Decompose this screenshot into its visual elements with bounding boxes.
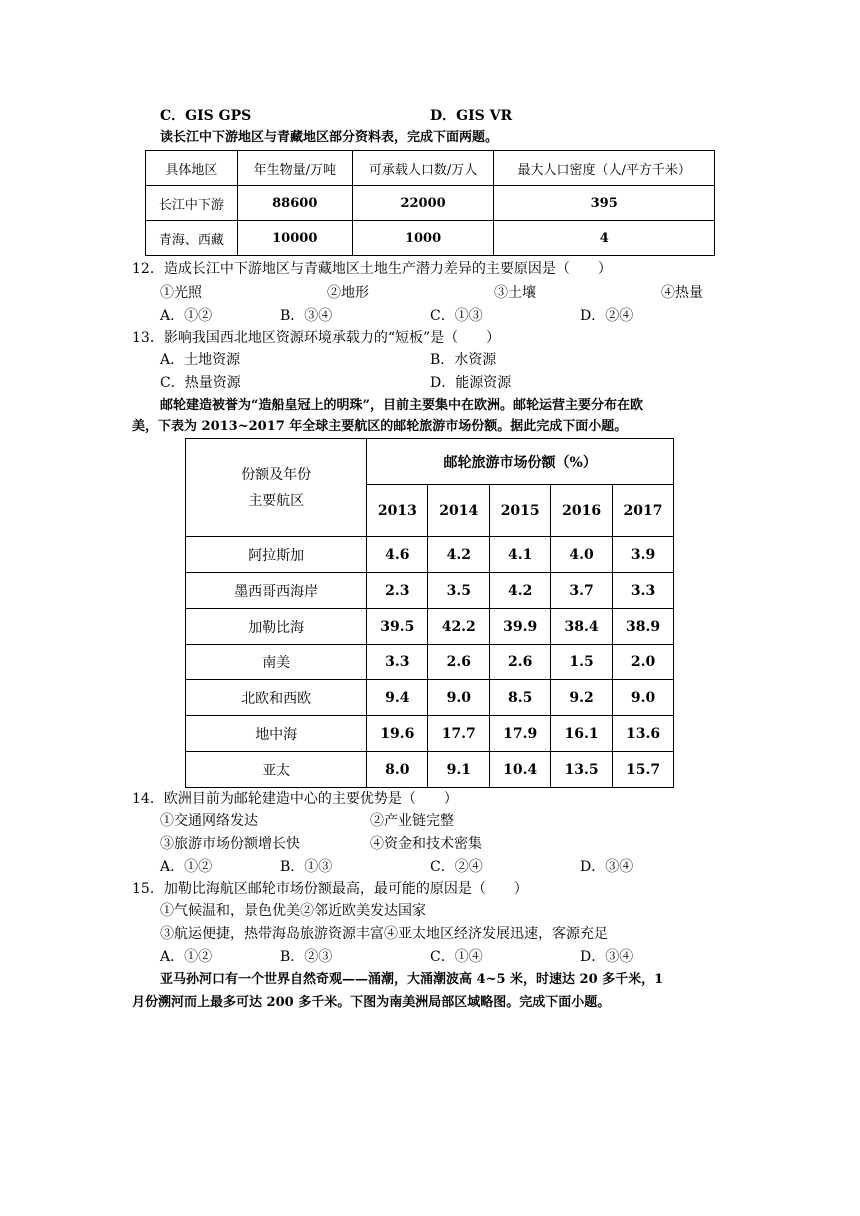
table-cell: 4.2: [428, 537, 490, 573]
table-cell: 9.1: [428, 752, 490, 788]
q13-choice-a: A．土地资源: [160, 352, 241, 368]
table-cell: 1000: [352, 221, 494, 256]
table-cell: 3.3: [613, 573, 674, 609]
q13-choice-c: C．热量资源: [160, 375, 241, 391]
q12-item: ④热量: [661, 285, 703, 301]
table-header-cell: 最大人口密度（人/平方千米）: [494, 151, 715, 186]
table-cell: 8.5: [490, 680, 551, 716]
table-cell: 15.7: [613, 752, 674, 788]
table-header-cell: 年生物量/万吨: [237, 151, 352, 186]
q14-choice-c: C．②④: [430, 859, 483, 875]
year-header: 2016: [551, 485, 613, 537]
table-cell: 4.0: [551, 537, 613, 573]
table-row: [186, 680, 674, 716]
q14-choice-b: B．①③: [280, 859, 333, 875]
year-header: 2015: [490, 485, 551, 537]
year-header: 2013: [367, 485, 428, 537]
table-cell: 长江中下游: [146, 186, 238, 221]
q12-choice-a: A．①②: [160, 308, 213, 324]
table-row: [186, 573, 674, 609]
q14-choice-d: D．③④: [580, 859, 634, 875]
table-row: [186, 752, 674, 788]
group-header: 邮轮旅游市场份额（%）: [367, 439, 674, 485]
q14-item: ④资金和技术密集: [370, 836, 482, 852]
table-cell: 2.3: [367, 573, 428, 609]
table-cell: 3.5: [428, 573, 490, 609]
table-cell: 19.6: [367, 716, 428, 752]
region-cell: 南美: [186, 645, 367, 680]
q15-choice-c: C．①④: [430, 949, 483, 965]
q14-choice-a: A．①②: [160, 859, 213, 875]
table-cell: 4.1: [490, 537, 551, 573]
table-row: [186, 716, 674, 752]
question-14-stem: 14．欧洲目前为邮轮建造中心的主要优势是（ ）: [132, 791, 458, 807]
intro-text-1: 读长江中下游地区与青藏地区部分资料表，完成下面两题。: [160, 130, 499, 145]
table-header-cell: 可承载人口数/万人: [352, 151, 494, 186]
q14-item: ①交通网络发达: [160, 813, 258, 829]
table-cell: 2.6: [490, 645, 551, 680]
question-13-stem: 13．影响我国西北地区资源环境承载力的“短板”是（ ）: [132, 330, 501, 346]
corner-label-top: 份额及年份: [241, 466, 312, 483]
intro-text-3-line-1: 亚马孙河口有一个世界自然奇观——涌潮，大涌潮波高 4~5 米，时速达 20 多千米，1: [160, 972, 664, 987]
table-cell: 4: [494, 221, 715, 256]
resource-table: [145, 150, 715, 256]
table-cell: 39.9: [490, 609, 551, 645]
table-header-row: [186, 439, 674, 485]
region-cell: 墨西哥西海岸: [186, 573, 367, 609]
table-cell: 13.6: [613, 716, 674, 752]
q12-item: ②地形: [327, 285, 369, 301]
table-cell: 8.0: [367, 752, 428, 788]
table-cell: 2.6: [428, 645, 490, 680]
table-cell: 9.2: [551, 680, 613, 716]
table-cell: 10.4: [490, 752, 551, 788]
table-cell: 13.5: [551, 752, 613, 788]
table-cell: 2.0: [613, 645, 674, 680]
table-cell: 1.5: [551, 645, 613, 680]
q15-items-line-2: ③航运便捷，热带海岛旅游资源丰富④亚太地区经济发展迅速，客源充足: [160, 926, 608, 942]
q15-choice-b: B．②③: [280, 949, 333, 965]
q12-choice-b: B．③④: [280, 308, 333, 324]
table-cell: 10000: [237, 221, 352, 256]
table-cell: 9.4: [367, 680, 428, 716]
table-row: [186, 537, 674, 573]
question-12-stem: 12．造成长江中下游地区与青藏地区土地生产潜力差异的主要原因是（ ）: [132, 261, 612, 277]
table-cell: 4.2: [490, 573, 551, 609]
region-cell: 阿拉斯加: [186, 537, 367, 573]
table-cell: 39.5: [367, 609, 428, 645]
q12-choice-d: D．②④: [580, 308, 634, 324]
year-header: 2014: [428, 485, 490, 537]
table-row: [186, 645, 674, 680]
table-cell: 17.7: [428, 716, 490, 752]
prev-option-d: D．GIS VR: [430, 108, 513, 124]
q12-item: ③土壤: [494, 285, 536, 301]
table-cell: 9.0: [613, 680, 674, 716]
table-row: [146, 221, 715, 256]
prev-option-c: C．GIS GPS: [160, 108, 252, 124]
question-15-stem: 15．加勒比海航区邮轮市场份额最高，最可能的原因是（ ）: [132, 881, 528, 897]
table-cell: 395: [494, 186, 715, 221]
cruise-market-table: [185, 438, 674, 788]
table-cell: 9.0: [428, 680, 490, 716]
q13-choice-b: B．水资源: [430, 352, 497, 368]
table-cell: 22000: [352, 186, 494, 221]
q15-choice-d: D．③④: [580, 949, 634, 965]
table-cell: 3.9: [613, 537, 674, 573]
q12-item: ①光照: [160, 285, 202, 301]
table-cell: 3.3: [367, 645, 428, 680]
corner-label-bottom: 主要航区: [248, 492, 305, 509]
table-row: [186, 609, 674, 645]
table-header-row: [146, 151, 715, 186]
region-cell: 亚太: [186, 752, 367, 788]
intro-text-2-line-2: 美，下表为 2013~2017 年全球主要航区的邮轮旅游市场份额。据此完成下面小题。: [132, 419, 628, 434]
q15-items-line-1: ①气候温和，景色优美②邻近欧美发达国家: [160, 903, 426, 919]
q15-choice-a: A．①②: [160, 949, 213, 965]
intro-text-3-line-2: 月份溯河而上最多可达 200 多千米。下图为南美洲局部区域略图。完成下面小题。: [132, 995, 611, 1010]
q14-item: ②产业链完整: [370, 813, 454, 829]
region-cell: 地中海: [186, 716, 367, 752]
region-cell: 北欧和西欧: [186, 680, 367, 716]
table-cell: 38.9: [613, 609, 674, 645]
table-row: [146, 186, 715, 221]
table-cell: 38.4: [551, 609, 613, 645]
table-corner-cell: [186, 439, 367, 537]
region-cell: 加勒比海: [186, 609, 367, 645]
intro-text-2-line-1: 邮轮建造被誉为“造船皇冠上的明珠”，目前主要集中在欧洲。邮轮运营主要分布在欧: [160, 398, 643, 413]
q13-choice-d: D．能源资源: [430, 375, 512, 391]
q12-choice-c: C．①③: [430, 308, 483, 324]
table-cell: 青海、西藏: [146, 221, 238, 256]
table-cell: 42.2: [428, 609, 490, 645]
table-cell: 88600: [237, 186, 352, 221]
table-cell: 16.1: [551, 716, 613, 752]
table-cell: 4.6: [367, 537, 428, 573]
table-cell: 17.9: [490, 716, 551, 752]
table-cell: 3.7: [551, 573, 613, 609]
year-header: 2017: [613, 485, 674, 537]
table-header-cell: 具体地区: [146, 151, 238, 186]
q14-item: ③旅游市场份额增长快: [160, 836, 300, 852]
